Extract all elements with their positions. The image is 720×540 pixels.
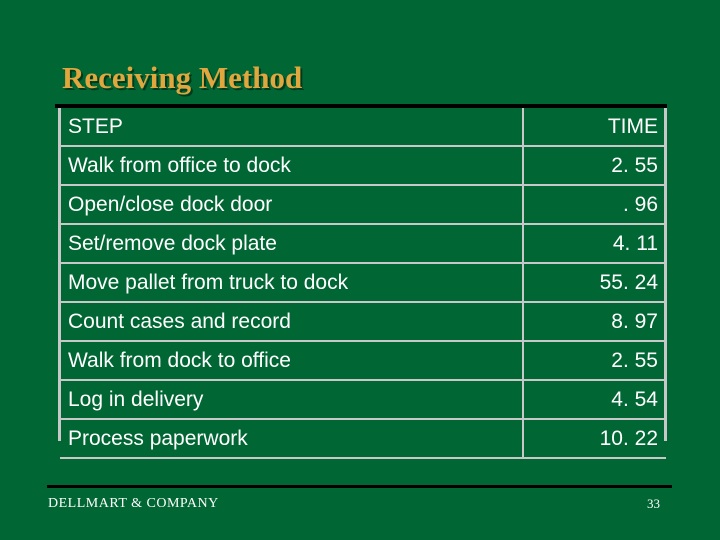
row-step: Open/close dock door bbox=[60, 185, 523, 224]
table-row bbox=[60, 224, 666, 263]
row-time: 55. 24 bbox=[523, 263, 666, 302]
row-time: 4. 54 bbox=[523, 380, 666, 419]
table-row bbox=[60, 419, 666, 458]
footer-company-name: DELLMART & COMPANY bbox=[48, 496, 219, 511]
header-time: TIME bbox=[523, 108, 666, 146]
row-time: 4. 11 bbox=[523, 224, 666, 263]
row-step: Walk from dock to office bbox=[60, 341, 523, 380]
table-row bbox=[60, 146, 666, 185]
row-time: . 96 bbox=[523, 185, 666, 224]
receiving-steps-table bbox=[60, 108, 666, 459]
row-step: Process paperwork bbox=[60, 419, 523, 458]
header-step: STEP bbox=[60, 108, 523, 146]
row-step: Log in delivery bbox=[60, 380, 523, 419]
table-row bbox=[60, 302, 666, 341]
row-step: Move pallet from truck to dock bbox=[60, 263, 523, 302]
table-row bbox=[60, 341, 666, 380]
table-row bbox=[60, 185, 666, 224]
slide-title: Receiving Method bbox=[62, 60, 303, 95]
row-step: Set/remove dock plate bbox=[60, 224, 523, 263]
footer-page-number: 33 bbox=[647, 496, 660, 511]
table-row bbox=[60, 263, 666, 302]
row-time: 8. 97 bbox=[523, 302, 666, 341]
row-time: 2. 55 bbox=[523, 146, 666, 185]
row-time: 2. 55 bbox=[523, 341, 666, 380]
table-header-row bbox=[60, 108, 666, 146]
footer-rule bbox=[47, 485, 672, 488]
row-step: Count cases and record bbox=[60, 302, 523, 341]
table-row bbox=[60, 380, 666, 419]
row-time: 10. 22 bbox=[523, 419, 666, 458]
row-step: Walk from office to dock bbox=[60, 146, 523, 185]
